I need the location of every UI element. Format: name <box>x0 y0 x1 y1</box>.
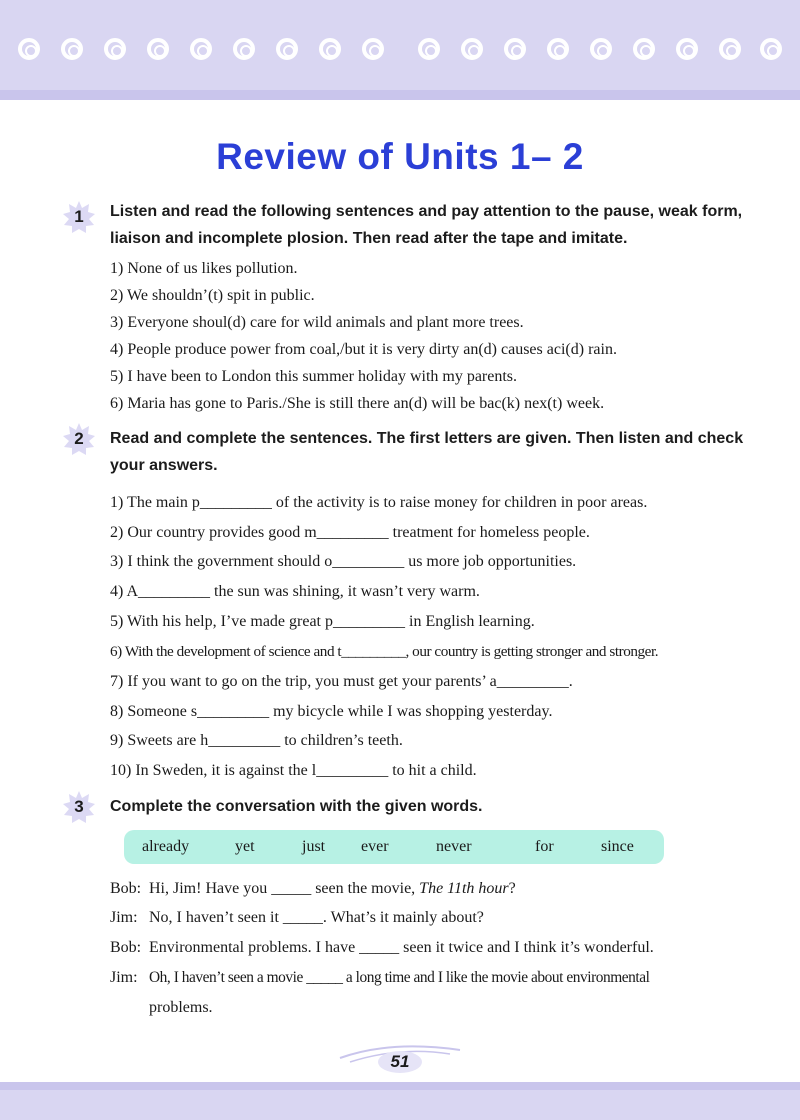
decorative-circle-icon <box>61 38 83 60</box>
section-2-badge <box>62 422 96 456</box>
exercise-2-item: 7) If you want to go on the trip, you must get your parents’ a_________. <box>110 673 573 690</box>
dialogue-line: No, I haven’t seen it _____. What’s it mainly about? <box>149 909 484 926</box>
decorative-circle-icon <box>233 38 255 60</box>
decorative-circle-icon <box>147 38 169 60</box>
exercise-2-item: 4) A_________ the sun was shining, it wasn’t very warm. <box>110 583 480 600</box>
bottom-decorative-band <box>0 1082 800 1120</box>
decorative-circle-icon <box>319 38 341 60</box>
section-3-badge <box>62 790 96 824</box>
exercise-1-item: 4) People produce power from coal,/but it is very dirty an(d) causes aci(d) rain. <box>110 341 617 358</box>
decorative-circle-icon <box>633 38 655 60</box>
decorative-circle-icon <box>504 38 526 60</box>
decorative-circle-icon <box>18 38 40 60</box>
section-1-number: 1 <box>74 207 84 226</box>
word-bank-item: never <box>436 838 472 855</box>
decorative-circle-icon <box>719 38 741 60</box>
exercise-1-item: 3) Everyone shoul(d) care for wild animals and plant more trees. <box>110 314 524 331</box>
exercise-1-item: 2) We shouldn’(t) spit in public. <box>110 287 315 304</box>
decorative-circle-icon <box>590 38 612 60</box>
page-number: 51 <box>390 1052 410 1071</box>
dialogue-line <box>149 880 516 898</box>
dialogue-speaker: Bob: <box>110 880 142 897</box>
word-bank-box <box>124 830 664 864</box>
word-bank-item: ever <box>361 838 389 855</box>
decorative-circle-icon <box>760 38 782 60</box>
dialogue-speaker: Jim: <box>110 909 138 926</box>
page-title: Review of Units 1– 2 <box>216 136 584 177</box>
word-bank-item: for <box>535 838 554 855</box>
dialogue-line: Environmental problems. I have _____ seen it twice and I think it’s wonderful. <box>149 939 654 956</box>
section-3-instruction: Complete the conversation with the given words. <box>110 798 483 815</box>
decorative-circle-icon <box>190 38 212 60</box>
section-2-number: 2 <box>74 429 84 448</box>
exercise-2-item: 2) Our country provides good m_________ treatment for homeless people. <box>110 524 590 541</box>
dialogue-text: Hi, Jim! Have you _____ seen the movie, <box>149 880 420 897</box>
exercise-2-item: 10) In Sweden, it is against the l_________ to hit a child. <box>110 762 477 779</box>
top-band-edge <box>0 90 800 100</box>
section-1-instruction: Listen and read the following sentences and pay attention to the pause, weak form, liaison and incomplete plosion. Then read after the tape and imitate. <box>110 203 743 247</box>
word-bank-item: just <box>302 838 326 855</box>
dialogue-speaker: Bob: <box>110 939 142 956</box>
decorative-circle-icon <box>104 38 126 60</box>
movie-title: The 11th hour <box>419 880 509 897</box>
bottom-band-edge <box>0 1082 800 1090</box>
exercise-2-item: 8) Someone s_________ my bicycle while I was shopping yesterday. <box>110 703 553 720</box>
decorative-circle-icon <box>276 38 298 60</box>
dialogue-line-continuation: problems. <box>149 999 213 1016</box>
exercise-1-item: 6) Maria has gone to Paris./She is still there an(d) will be bac(k) nex(t) week. <box>110 395 605 412</box>
section-1-badge <box>62 200 96 234</box>
decorative-circle-icon <box>362 38 384 60</box>
dialogue-text-end: ? <box>508 880 516 897</box>
word-bank-item: yet <box>235 838 255 855</box>
dialogue-speaker: Jim: <box>110 969 138 986</box>
section-2-instruction: Read and complete the sentences. The first letters are given. Then listen and check your answers. <box>110 430 744 474</box>
exercise-1-item: 5) I have been to London this summer holiday with my parents. <box>110 368 518 385</box>
exercise-1-item: 1) None of us likes pollution. <box>110 260 298 277</box>
dialogue-line: Oh, I haven’t seen a movie _____ a long time and I like the movie about environmental <box>149 969 650 986</box>
decorative-circle-icon <box>547 38 569 60</box>
top-decorative-band <box>0 0 800 100</box>
section-3-number: 3 <box>74 797 84 816</box>
exercise-2-item: 5) With his help, I’ve made great p_________ in English learning. <box>110 613 535 630</box>
exercise-2-item: 1) The main p_________ of the activity is to raise money for children in poor areas. <box>110 494 648 511</box>
exercise-2-item: 3) I think the government should o_________ us more job opportunities. <box>110 553 577 570</box>
exercise-2-item: 9) Sweets are h_________ to children’s teeth. <box>110 732 403 749</box>
decorative-circle-icon <box>461 38 483 60</box>
decorative-circle-icon <box>676 38 698 60</box>
decorative-circle-icon <box>418 38 440 60</box>
word-bank-item: since <box>601 838 634 855</box>
word-bank-item: already <box>142 838 190 855</box>
exercise-2-item: 6) With the development of science and t_________, our country is getting stronger and stronger. <box>110 643 659 660</box>
